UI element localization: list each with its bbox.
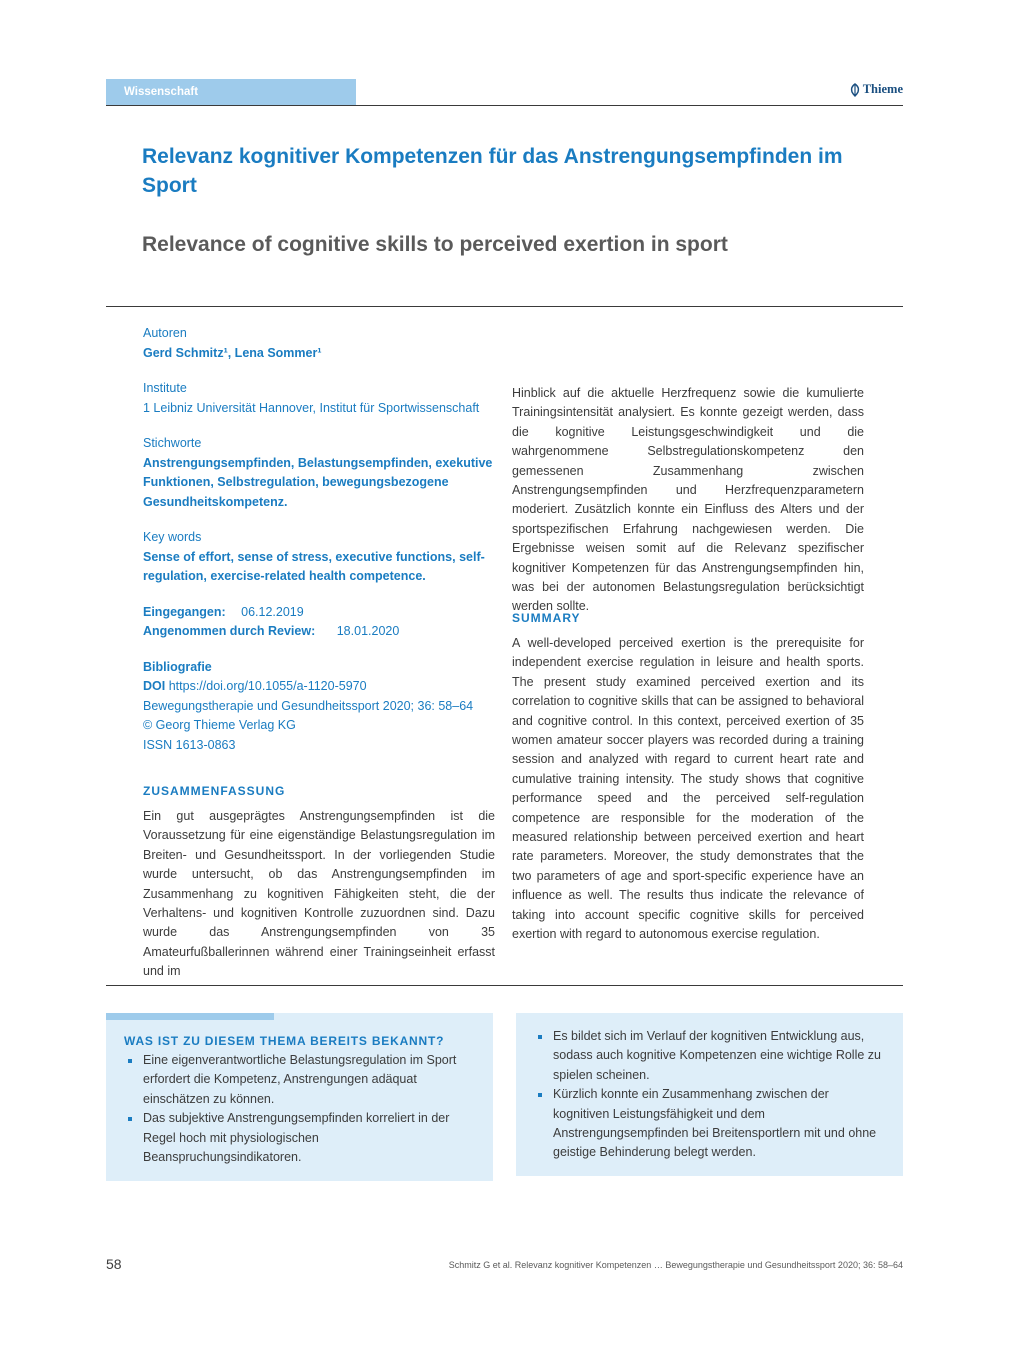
bibliography-block [143, 658, 495, 756]
thieme-mark-icon [849, 83, 861, 97]
doi-link[interactable]: https://doi.org/10.1055/a-1120-5970 [168, 679, 367, 693]
list-item [535, 1085, 885, 1163]
keywords-block [143, 528, 495, 587]
list-item [125, 1109, 475, 1167]
bullet-icon [128, 1117, 132, 1121]
bullet-icon [538, 1093, 542, 1097]
list-item-text: Eine eigenverantwortliche Belastungsregulation im Sport erfordert die Kompetenz, Anstrengungen adäquat einschätzen zu können. [143, 1053, 457, 1106]
info-box-accent [106, 1013, 274, 1020]
article-title-german: Relevanz kognitiver Kompetenzen für das Anstrengungsempfinden im Sport [142, 145, 843, 197]
stichworte-block [143, 434, 495, 512]
info-box-heading: WAS IST ZU DIESEM THEMA BEREITS BEKANNT? [124, 1034, 445, 1048]
zusammenfassung-text-part2: Hinblick auf die aktuelle Herzfrequenz sowie die kumulierte Trainingsintensität analysiert. Es konnte gezeigt werden, dass die kognitive Leistungsgeschwindigkeit und die wahrgenommene Selbstregulationskompetenz den gemessenen Zusammenhang zwischen Anstrengungsempfinden und Herzfrequenzparametern moderiert. Zusätzlich konnte ein Einfluss des Alters und der sportspezifischen Erfahrung nachgewiesen werden. Die Ergebnisse weisen somit auf die Relevanz spezifischer kognitiver Kompetenzen für das Anstrengungsempfinden hin, was bei der autonomen Belastungsregulation berücksichtigt werden sollte. [512, 386, 864, 614]
zusammenfassung-text-part1: Ein gut ausgeprägtes Anstrengungsempfinden ist die Voraussetzung für eine eigenständige Belastungsregulation im Breiten- und Gesundheitssport. In der vorliegenden Studie wurde untersucht, ob das Anstrengungsempfinden im Zusammenhang zu kognitiven Fähigkeiten steht, die der Verhaltens- und kognitiven Kontrolle zuzuordnen sind. Dazu wurde das Anstrengungsempfinden von 35 Amateurfußballerinnen während einer Trainingseinheit erfasst und im [143, 809, 495, 979]
list-item-text: Kürzlich konnte ein Zusammenhang zwischen der kognitiven Leistungsfähigkeit und dem Anstrengungsempfinden bei Breitensportlern mit und ohne geistige Behinderung belegt werden. [553, 1087, 877, 1160]
list-item [535, 1027, 885, 1085]
stichworte-value: Anstrengungsempfinden, Belastungsempfinden, exekutive Funktionen, Selbstregulation, bewegungsbezogene Gesundheitskompetenz. [143, 455, 493, 509]
body-rule [106, 985, 903, 986]
institute-label: Institute [143, 381, 187, 395]
received-label: Eingegangen: [143, 604, 226, 619]
summary-text: A well-developed perceived exertion is the prerequisite for independent exercise regulation in leisure and health sports. The present study examined perceived exertion and its correlation to cognitive skills that can be assigned to behavioral and cognitive control. In this context, perceived exertion of 35 women amateur soccer players was recorded during a training session and analyzed with regard to current heart rate and cumulative training intensity. The study shows that cognitive performance speed and the perceived self-regulation competence are responsible for the moderation of the measured relationship between perceived exertion and heart rate parameters. Moreover, the study demonstrates that the two parameters of age and sport-specific experience have an influence as well. The results thus indicate the relevance of taking into account specific cognitive skills for perceived exertion with regard to autonomous exercise regulation. [512, 636, 864, 942]
authors-label: Autoren [143, 326, 187, 340]
authors-names: Gerd Schmitz¹, Lena Sommer¹ [143, 345, 322, 360]
metadata-column [143, 324, 495, 771]
accepted-row [143, 622, 495, 642]
list-item-text: Das subjektive Anstrengungsempfinden korreliert in der Regel hoch mit physiologischen Beanspruchungsindikatoren. [143, 1111, 450, 1165]
info-box-right-list [535, 1027, 885, 1163]
stichworte-label: Stichworte [143, 436, 202, 450]
accepted-label: Angenommen durch Review: [143, 624, 316, 638]
list-item [125, 1051, 475, 1109]
institute-block [143, 379, 495, 418]
copyright: © Georg Thieme Verlag KG [143, 718, 296, 732]
zusammenfassung-heading: ZUSAMMENFASSUNG [143, 784, 286, 798]
publisher-name: Thieme [862, 82, 903, 96]
received-row [143, 603, 495, 623]
authors-block [143, 324, 495, 363]
doi-label: DOI [143, 679, 166, 693]
bullet-icon [128, 1059, 132, 1063]
title-rule [106, 306, 903, 307]
publisher-logo [849, 82, 903, 97]
list-item-text: Es bildet sich im Verlauf der kognitiven Entwicklung aus, sodass auch kognitive Kompetenzen eine wichtige Rolle zu spielen scheinen. [553, 1029, 881, 1082]
received-date: 06.12.2019 [241, 604, 304, 619]
doi-row [143, 677, 495, 697]
section-tab: Wissenschaft [106, 79, 356, 105]
keywords-value: Sense of effort, sense of stress, executive functions, self-regulation, exercise-related health competence. [143, 549, 485, 583]
institute-value: 1 Leibniz Universität Hannover, Institut für Sportwissenschaft [143, 400, 480, 415]
keywords-label: Key words [143, 530, 202, 544]
issn: ISSN 1613-0863 [143, 737, 236, 752]
info-box-left-list [125, 1051, 475, 1167]
bibliography-label: Bibliografie [143, 659, 212, 674]
footer-citation: Schmitz G et al. Relevanz kognitiver Kompetenzen … Bewegungstherapie und Gesundheitssport 2020; 36: 58–64 [448, 1260, 903, 1270]
page-number: 58 [106, 1256, 122, 1272]
dates-block [143, 603, 495, 642]
bullet-icon [538, 1035, 542, 1039]
journal-citation: Bewegungstherapie und Gesundheitssport 2020; 36: 58–64 [143, 698, 474, 713]
accepted-date: 18.01.2020 [336, 624, 400, 638]
summary-heading: SUMMARY [512, 611, 581, 625]
header-rule [106, 105, 903, 106]
article-title-english: Relevance of cognitive skills to perceived exertion in sport [142, 233, 728, 256]
